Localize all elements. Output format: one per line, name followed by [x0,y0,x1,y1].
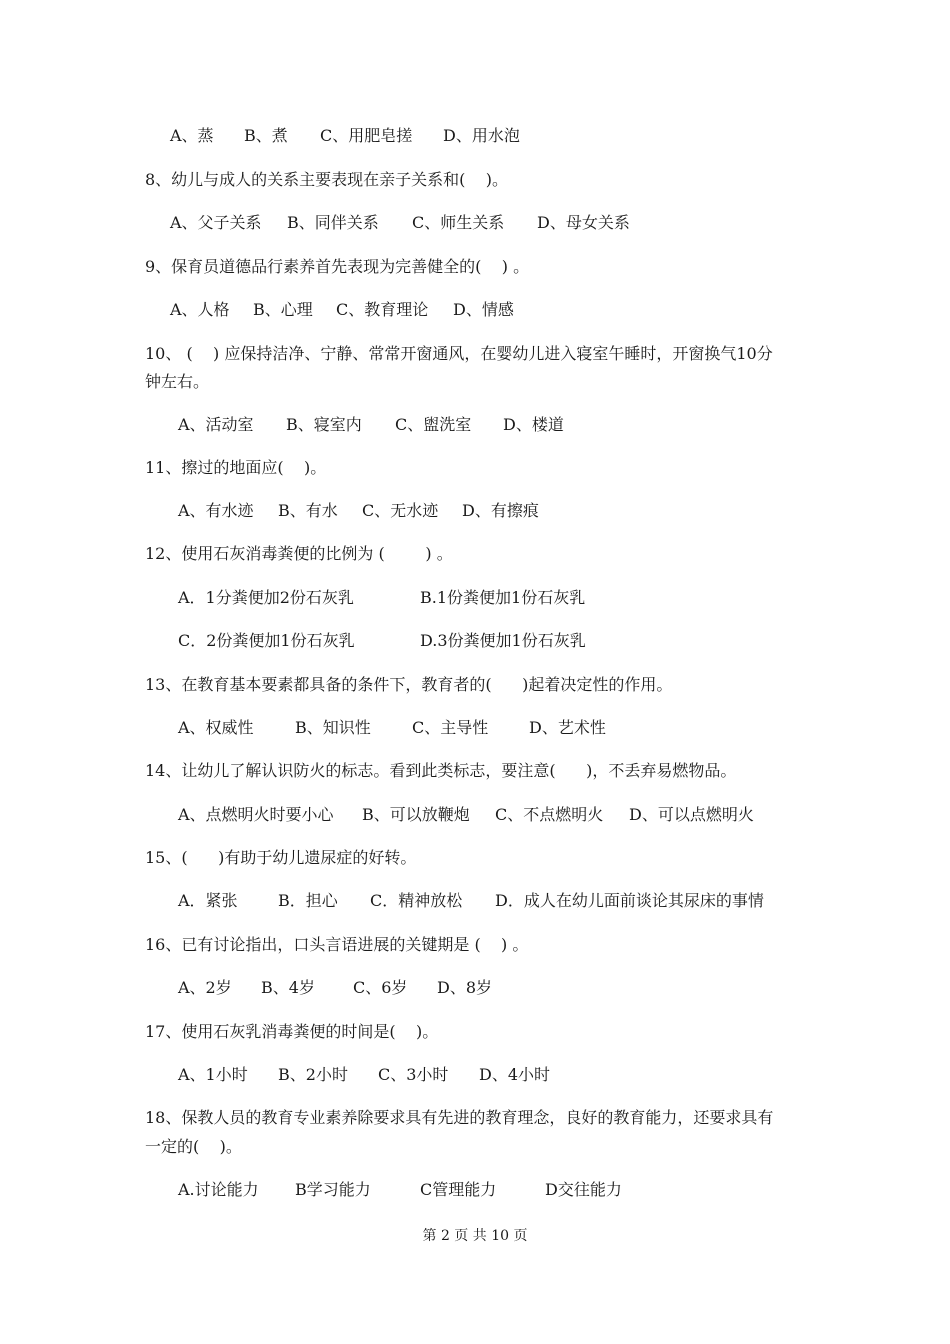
option: B、有水 [278,501,338,520]
option: D、艺术性 [529,718,606,737]
option: A、蒸 [170,126,214,145]
option-row [0,1062,551,1088]
option: C、师生关系 [412,213,505,232]
question-stem: 12、使用石灰消毒粪便的比例为 ( ) 。 [145,544,453,563]
option: C、教育理论 [336,300,429,319]
option: A．紧张 [178,891,238,910]
question-stem: 9、保育员道德品行素养首先表现为完善健全的( ) 。 [145,257,530,276]
option: C管理能力 [420,1180,497,1199]
option: C、不点燃明火 [495,805,604,824]
option: C．精神放松 [370,891,463,910]
question-stem: 10、 ( ) 应保持洁净、宁静、常常开窗通风，在婴幼儿进入寝室午睡时，开窗换气10分 [145,344,773,363]
option: A、活动室 [178,415,254,434]
option: C、无水迹 [362,501,439,520]
option-row [0,888,764,914]
option-row [0,715,606,741]
question-stem: 11、擦过的地面应( )。 [145,458,327,477]
option: B学习能力 [295,1180,371,1199]
option: B、寝室内 [286,415,362,434]
option-row [0,123,520,149]
option: D、可以点燃明火 [629,805,754,824]
option: B、2小时 [278,1065,348,1084]
option: D．成人在幼儿面前谈论其尿床的事情 [495,891,764,910]
option: D交往能力 [545,1180,622,1199]
option-row [0,1177,622,1203]
option: A、父子关系 [170,213,262,232]
option-row [0,628,586,654]
option-row [0,975,493,1001]
question-stem: 8、幼儿与成人的关系主要表现在亲子关系和( )。 [145,170,509,189]
question-stem: 13、在教育基本要素都具备的条件下，教育者的( )起着决定性的作用。 [145,675,673,694]
option: C、6岁 [353,978,408,997]
question-stem: 14、让幼儿了解认识防火的标志。看到此类标志，要注意( )，不丢弃易燃物品。 [145,761,737,780]
question-stem: 16、已有讨论指出，口头言语进展的关键期是 ( ) 。 [145,935,529,954]
option: C、用肥皂搓 [320,126,413,145]
option: B.1份粪便加1份石灰乳 [420,588,586,607]
option-row [0,802,754,828]
option: A、1小时 [178,1065,248,1084]
page-number-footer: 第 2 页 共 10 页 [422,1228,528,1244]
option: B、煮 [244,126,288,145]
option: D、楼道 [503,415,564,434]
option: D、4小时 [479,1065,551,1084]
option: A.讨论能力 [178,1180,259,1199]
question-stem-continued: 一定的( )。 [145,1137,242,1156]
option-row [0,585,586,611]
option: A、权威性 [178,718,254,737]
option: C、3小时 [378,1065,449,1084]
option: A、2岁 [178,978,232,997]
option: A、有水迹 [178,501,254,520]
option: C．2份粪便加1份石灰乳 [178,631,355,650]
question-stem-continued: 钟左右。 [145,372,210,391]
option: B、心理 [253,300,313,319]
option-row [0,297,514,323]
option-row [0,210,630,236]
option: D、母女关系 [537,213,630,232]
option: B、同伴关系 [287,213,379,232]
option: C、盥洗室 [395,415,472,434]
question-stem: 18、保教人员的教育专业素养除要求具有先进的教育理念，良好的教育能力，还要求具有 [145,1108,774,1127]
option: A、人格 [170,300,230,319]
option: D.3份粪便加1份石灰乳 [420,631,586,650]
question-stem: 17、使用石灰乳消毒粪便的时间是( )。 [145,1022,439,1041]
option: D、有擦痕 [462,501,539,520]
option-row [0,498,539,524]
option: B、可以放鞭炮 [362,805,470,824]
option: D、情感 [453,300,514,319]
question-stem: 15、( )有助于幼儿遗尿症的好转。 [145,848,417,867]
option: B、4岁 [261,978,315,997]
option: D、用水泡 [443,126,520,145]
option: B、知识性 [295,718,371,737]
option: C、主导性 [412,718,489,737]
option: D、8岁 [437,978,493,997]
option: A、点燃明火时要小心 [178,805,334,824]
option-row [0,412,564,438]
option: B．担心 [278,891,338,910]
option: A．1分粪便加2份石灰乳 [178,588,354,607]
